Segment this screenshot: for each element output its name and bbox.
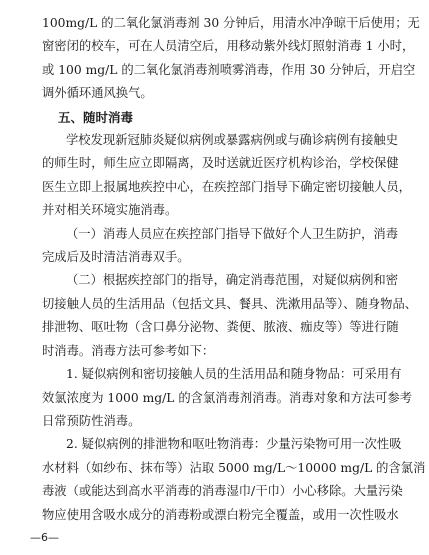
text-line: 切接触人员的生活用品（包括文具、餐具、洗漱用品等）、随身物品、 xyxy=(42,296,418,311)
paragraph-4 xyxy=(42,363,412,433)
text-line: 完成后及时清洁消毒双手。 xyxy=(42,250,190,265)
paragraph-5 xyxy=(42,433,426,527)
text-line: 排泄物、呕吐物（含口鼻分泌物、粪便、脓液、痂皮等）等进行随 xyxy=(42,320,399,335)
text-line: 医生立即上报属地疾控中心，在疾控部门指导下确定密切接触人员， xyxy=(42,179,411,194)
text-line: 调外循环通风换气。 xyxy=(42,86,153,101)
text-line: 水材料（如纱布、抹布等）沾取 5000 mg/L～10000 mg/L 的含氯消 xyxy=(42,460,426,475)
paragraph-2 xyxy=(42,223,406,270)
paragraph-1 xyxy=(42,129,411,223)
document-page xyxy=(42,12,426,527)
paragraph-continued xyxy=(42,12,420,106)
text-line: 或 100 mg/L 的二氧化氯消毒剂喷雾消毒，作用 30 分钟后，开启空 xyxy=(42,62,416,77)
page-number: —6— xyxy=(30,531,59,544)
text-line: 1. 疑似病例和密切接触人员的生活用品和随身物品：可采用有 xyxy=(66,367,402,382)
text-line: 时消毒。消毒方法可参考如下： xyxy=(42,343,215,358)
text-line: 效氯浓度为 1000 mg/L 的含氯消毒剂消毒。消毒对象和方法可参考 xyxy=(42,390,412,405)
text-line: （二）根据疾控部门的指导，确定消毒范围，对疑似病例和密 xyxy=(66,273,399,288)
text-line: （一）消毒人员应在疾控部门指导下做好个人卫生防护，消毒 xyxy=(66,226,399,241)
text-line: 2. 疑似病例的排泄物和呕吐物消毒：少量污染物可用一次性吸 xyxy=(66,437,402,452)
text-line: 窗密闭的校车，可在人员清空后，用移动紫外线灯照射消毒 1 小时， xyxy=(42,39,415,54)
text-line: 学校发现新冠肺炎疑似病例或暴露病例或与确诊病例有接触史 xyxy=(66,133,399,148)
section-heading: 五、随时消毒 xyxy=(58,109,134,125)
text-line: 100mg/L 的二氧化氯消毒剂 30 分钟后，用清水冲净晾干后使用；无 xyxy=(42,16,420,30)
text-line: 日常预防性消毒。 xyxy=(42,413,141,428)
text-line: 的师生时，师生应立即隔离，及时送就近医疗机构诊治，学校保健 xyxy=(42,156,399,171)
text-line: 并对相关环境实施消毒。 xyxy=(42,203,178,218)
text-line: 毒液（或能达到高水平消毒的消毒湿巾/干巾）小心移除。大量污染 xyxy=(42,484,403,499)
paragraph-3 xyxy=(42,269,418,363)
text-line: 物应使用含吸水成分的消毒粉或漂白粉完全覆盖，或用一次性吸水 xyxy=(42,507,399,522)
